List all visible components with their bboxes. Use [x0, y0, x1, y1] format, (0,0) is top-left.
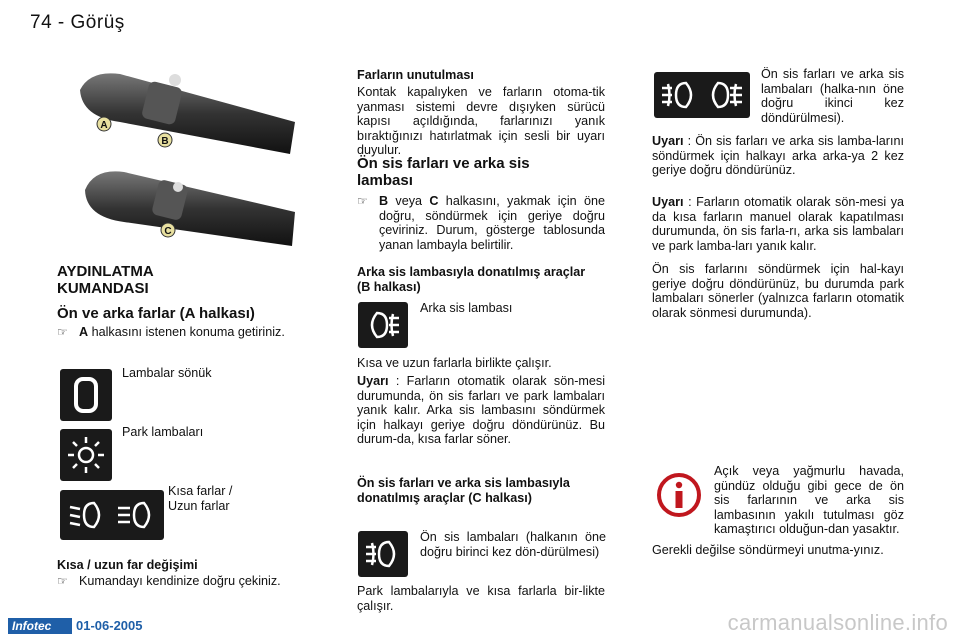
beam-lights-label: Kısa farlar / Uzun farlar	[168, 484, 233, 513]
beam-switch-heading: Kısa / uzun far değişimi	[57, 558, 198, 572]
forget-heading: Farların unutulması	[357, 68, 474, 82]
forget-text: Kontak kapalıyken ve farların otoma-tik yanması sistemi devre dışıyken sürücü kapısı açıldığında, farlarınızı yanık bıraktığınızı hatırlatmak için sesli bir uyarı duyulur.	[357, 85, 605, 158]
lights-off-icon	[60, 369, 112, 421]
stalk-label-a: A	[100, 120, 108, 131]
front-and-rear-fog-icon	[654, 72, 750, 118]
beam-lights-icon	[60, 490, 164, 540]
label-b-marker	[158, 133, 172, 147]
rear-fog-label: Arka sis lambası	[420, 301, 513, 315]
fog-heading: Ön sis farları ve arka sis lambası	[357, 155, 530, 189]
stalk-label-b: B	[161, 136, 169, 147]
infotec-logo: Infotec	[8, 618, 72, 634]
watermark: carmanualsonline.info	[727, 610, 948, 635]
park-lights-label: Park lambaları	[122, 425, 204, 439]
bullet-a: ☞ A halkasını istenen konuma getiriniz.	[57, 325, 285, 339]
stalk-label-c: C	[164, 226, 172, 237]
stalk-bottom	[85, 171, 295, 246]
pointing-hand-icon: ☞	[57, 574, 68, 588]
page-header	[30, 12, 125, 34]
auto-off-warning-continued: Ön sis farlarını söndürmek için hal-kayı geriye doğru döndürünüz, bu durumda park lambaları sönerler (yalnızca farların otomatik olarak sönmesi durumunda).	[652, 262, 904, 320]
rear-fog-text: Kısa ve uzun farlarla birlikte çalışır.	[357, 356, 552, 370]
front-and-rear-fog-label: Ön sis farları ve arka sis lambaları (halka-nın öne doğru ikinci kez döndürülmesi).	[761, 67, 904, 125]
stalk-top	[80, 73, 295, 154]
lighting-stalk-illustration	[60, 62, 310, 262]
front-fog-icon	[358, 531, 408, 577]
section-heading: AYDINLATMA KUMANDASI	[57, 263, 154, 297]
fog-off-warning: Uyarı : Ön sis farları ve arka sis lamba-larını söndürmek için halkayı arka arka-ya 2 kez geriye doğru döndürünüz.	[652, 134, 904, 178]
beam-switch-bullet: ☞ Kumandayı kendinize doğru çekiniz.	[57, 574, 281, 588]
front-rear-lights-heading: Ön ve arka farlar (A halkası)	[57, 305, 255, 322]
front-fog-text: Park lambalarıyla ve kısa farlarla bir-likte çalışır.	[357, 584, 605, 613]
pointing-hand-icon: ☞	[57, 325, 68, 339]
header-separator: -	[57, 12, 65, 33]
front-fog-label: Ön sis lambaları (halkanın öne doğru birinci kez dön-dürülmesi)	[420, 530, 606, 559]
info-icon	[656, 472, 702, 518]
front-fog-heading: Ön sis farları ve arka sis lambasıyla donatılmış araçlar (C halkası)	[357, 476, 570, 505]
label-a-marker	[97, 117, 111, 131]
pointing-hand-icon: ☞	[357, 194, 368, 208]
park-lights-icon	[60, 429, 112, 481]
auto-off-warning: Uyarı : Farların otomatik olarak sön-mesi ya da kısa farların manuel olarak kapatılması durumunda, ön sis farla-rı, arka sis lambaları ve park lamba-ları yanık kalır.	[652, 195, 904, 253]
fog-bullet: ☞ B veya C halkasını, yakmak için öne doğru, söndürmek için geriye doğru çeviriniz. Durum, gösterge tablosunda yanan lambayla belirtilir.	[357, 194, 605, 252]
page-number: 74	[30, 12, 53, 33]
footer-date: 01-06-2005	[76, 618, 143, 633]
rear-fog-warning: Uyarı : Farların otomatik olarak sön-mesi durumunda, ön sis farları ve park lambaları yanık kalır. Arka sis lambasını söndürmek için halkayı geriye doğru döndürünüz. Bu durum-da, kısa farlar söner.	[357, 374, 605, 447]
info-text: Açık veya yağmurlu havada, gündüz olduğu gibi gece de ön sis farlarının ve arka sis lambasının yakılı tutulması göz kamaştırıcı olduğun-dan yasaktır.	[714, 464, 904, 537]
rear-fog-heading: Arka sis lambasıyla donatılmış araçlar (B halkası)	[357, 265, 586, 294]
rear-fog-icon	[358, 302, 408, 348]
label-c-marker	[161, 223, 175, 237]
lights-off-label: Lambalar sönük	[122, 366, 212, 380]
section-title: Görüş	[70, 12, 125, 33]
info-text-reminder: Gerekli değilse söndürmeyi unutma-yınız.	[652, 543, 884, 557]
